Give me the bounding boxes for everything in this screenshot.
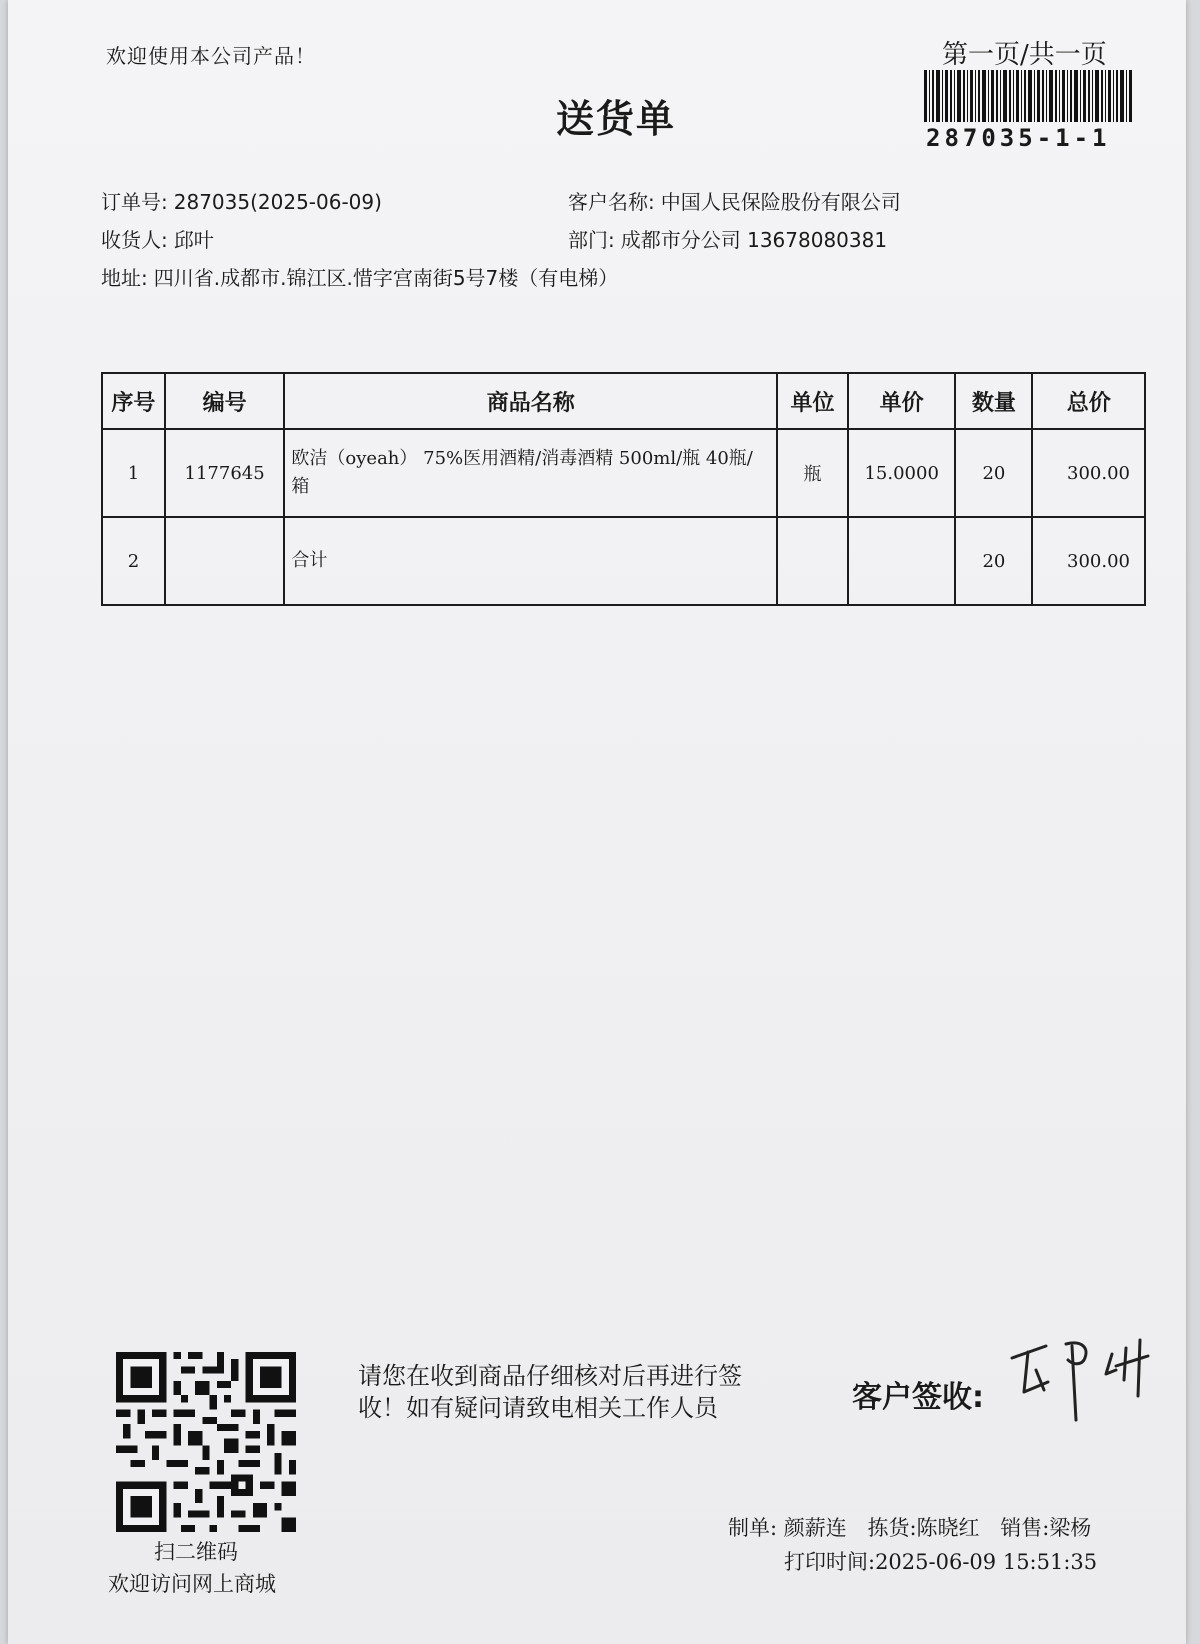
receiver-row bbox=[101, 224, 214, 253]
cell-seq: 2 bbox=[102, 517, 165, 605]
department-value: 成都市分公司 13678080381 bbox=[620, 228, 888, 252]
handwritten-signature-icon bbox=[1008, 1330, 1168, 1430]
column-header-name: 商品名称 bbox=[284, 373, 777, 429]
cell-qty: 20 bbox=[955, 429, 1032, 517]
department-label: 部门: bbox=[568, 228, 615, 252]
column-header-code: 编号 bbox=[165, 373, 285, 429]
barcode-icon bbox=[924, 70, 1134, 122]
document-title: 送货单 bbox=[556, 97, 677, 141]
address-label: 地址: bbox=[101, 266, 148, 290]
staff-info bbox=[728, 1512, 1091, 1542]
receiver-label: 收货人: bbox=[101, 228, 168, 252]
address-row bbox=[101, 262, 618, 291]
customer-name-value: 中国人民保险股份有限公司 bbox=[660, 190, 901, 214]
picker-text: 拣货:陈晓红 bbox=[867, 1516, 980, 1540]
table-header-row bbox=[102, 373, 1145, 429]
cell-unit: 瓶 bbox=[777, 429, 848, 517]
cell-code: 1177645 bbox=[165, 429, 285, 517]
address-value: 四川省.成都市.锦江区.惜字宫南街5号7楼（有电梯） bbox=[153, 266, 619, 290]
column-header-unit: 单位 bbox=[777, 373, 848, 429]
receiver-value: 邱叶 bbox=[173, 228, 214, 252]
order-number-value: 287035(2025-06-09) bbox=[173, 190, 382, 214]
cell-price: 15.0000 bbox=[848, 429, 955, 517]
column-header-qty: 数量 bbox=[955, 373, 1032, 429]
order-number-label: 订单号: bbox=[101, 190, 168, 214]
welcome-text: 欢迎使用本公司产品！ bbox=[106, 44, 316, 68]
order-number-row bbox=[101, 186, 382, 215]
cell-price bbox=[848, 517, 955, 605]
receipt-notice: 请您在收到商品仔细核对后再进行签收！如有疑问请致电相关工作人员 bbox=[358, 1362, 742, 1422]
customer-signature-label: 客户签收: bbox=[852, 1380, 984, 1415]
barcode-number: 287035-1-1 bbox=[926, 124, 1111, 152]
page-indicator: 第一页/共一页 bbox=[942, 40, 1107, 70]
cell-unit bbox=[777, 517, 848, 605]
cell-name: 欧洁（oyeah） 75%医用酒精/消毒酒精 500ml/瓶 40瓶/箱 bbox=[284, 429, 777, 517]
column-header-total: 总价 bbox=[1032, 373, 1145, 429]
department-row bbox=[568, 224, 887, 253]
qr-code-icon[interactable] bbox=[116, 1352, 296, 1532]
cell-total: 300.00 bbox=[1032, 429, 1145, 517]
column-header-seq: 序号 bbox=[102, 373, 165, 429]
qr-caption-welcome: 欢迎访问网上商城 bbox=[108, 1572, 276, 1596]
cell-name: 合计 bbox=[284, 517, 777, 605]
cell-total: 300.00 bbox=[1032, 517, 1145, 605]
print-time: 打印时间:2025-06-09 15:51:35 bbox=[784, 1550, 1098, 1574]
table-row bbox=[102, 429, 1145, 517]
sales-text: 销售:梁杨 bbox=[1000, 1516, 1092, 1540]
customer-name-row bbox=[568, 186, 901, 215]
cell-qty: 20 bbox=[955, 517, 1032, 605]
cell-seq: 1 bbox=[102, 429, 165, 517]
column-header-price: 单价 bbox=[848, 373, 955, 429]
items-table bbox=[101, 372, 1146, 606]
maker-text: 制单: 颜薪连 bbox=[728, 1516, 847, 1540]
qr-caption-scan: 扫二维码 bbox=[154, 1540, 238, 1564]
customer-name-label: 客户名称: bbox=[568, 190, 655, 214]
cell-code bbox=[165, 517, 285, 605]
delivery-note-paper bbox=[8, 0, 1186, 1644]
table-row-summary bbox=[102, 517, 1145, 605]
